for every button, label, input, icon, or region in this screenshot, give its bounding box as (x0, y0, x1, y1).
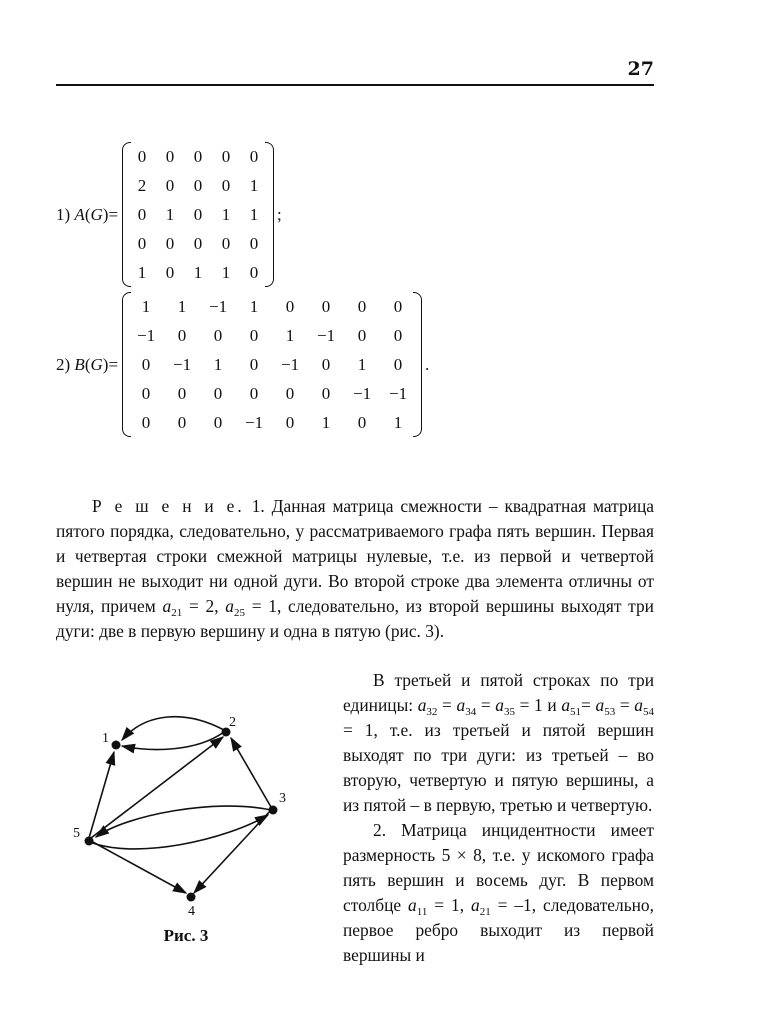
matrix-a-cell: 0 (249, 263, 259, 282)
matrix-b-cell: 1 (249, 297, 259, 316)
header-rule (56, 84, 654, 86)
vertex-5 (85, 837, 94, 846)
vertex-label-2: 2 (229, 715, 236, 730)
matrix-b-cell: 0 (141, 413, 151, 432)
p3-var-1: a (408, 895, 417, 915)
p2-eq-3: = 1 и (514, 695, 562, 715)
matrix-b-cell: 0 (249, 326, 259, 345)
p3-sub-2: 21 (479, 906, 491, 918)
matrix-b-cell: 1 (285, 326, 295, 345)
matrix-a-number: 1) (56, 204, 71, 224)
graph-figure (56, 690, 316, 960)
matrix-b-equals: = (108, 354, 119, 374)
p1-text-c: = 1, следовательно, из второй вершины выходят три дуги: две в первую вершину и одна в пятую (рис. 3). (56, 596, 654, 641)
vertex-4 (187, 893, 196, 902)
matrix-b-arg: G (90, 354, 103, 374)
matrix-a-cell: 1 (249, 205, 259, 224)
matrix-b-cell: 0 (177, 413, 187, 432)
matrix-b-cell: −1 (388, 384, 408, 403)
p2-var-6: a (634, 695, 643, 715)
matrix-b-cell: 0 (357, 413, 367, 432)
matrix-b-cell: 0 (213, 384, 223, 403)
vertex-label-3: 3 (279, 791, 286, 806)
solution-paragraph-2 (343, 668, 654, 818)
p2-sub-2: 34 (465, 706, 477, 718)
vertex-3 (269, 806, 278, 815)
matrix-a-cell: 1 (249, 176, 259, 195)
matrix-b-cell: 0 (249, 355, 259, 374)
p2-sub-6: 54 (642, 706, 654, 718)
matrix-b-cell: −1 (244, 413, 264, 432)
matrix-b-cell: 0 (357, 326, 367, 345)
matrix-a-arg: G (90, 204, 103, 224)
matrix-a-trailing: ; (277, 204, 282, 224)
matrix-b-cell: 0 (141, 384, 151, 403)
matrix-b-cell: −1 (208, 297, 228, 316)
p1-var-a25: a (225, 596, 234, 616)
p2-var-1: a (417, 695, 427, 715)
vertex-label-5: 5 (73, 826, 80, 841)
matrix-a-name: A (74, 204, 85, 224)
p1-sub-a25: 25 (233, 607, 245, 619)
p2-eq-1: = (437, 695, 457, 715)
matrix-b-cell: −1 (280, 355, 300, 374)
vertex-1 (112, 741, 121, 750)
figure-caption: Рис. 3 (163, 926, 209, 945)
matrix-a-label: 1) A(G)= (56, 204, 119, 224)
p1-text-b: = 2, (182, 596, 226, 616)
p2-text-a: В третьей и пятой строках по три единицы: (343, 670, 654, 715)
matrix-b-name: B (74, 354, 85, 374)
matrix-b-cell: 0 (213, 413, 223, 432)
matrix-b (122, 292, 422, 437)
p1-var-a21: a (162, 596, 172, 616)
matrix-a-cell: 0 (221, 176, 231, 195)
matrix-b-cell: −1 (316, 326, 336, 345)
matrix-b-cell: 0 (321, 297, 331, 316)
p2-eq-2: = (476, 695, 496, 715)
edge-2-1-lower (122, 732, 224, 749)
matrix-b-cell: 0 (213, 326, 223, 345)
vertex-label-4: 4 (188, 904, 195, 919)
matrix-a-cell: 0 (193, 147, 203, 166)
matrix-b-cell: 0 (393, 355, 403, 374)
matrix-a-cell: 1 (221, 205, 231, 224)
matrix-b-cell: 0 (357, 297, 367, 316)
matrix-a-cell: 0 (221, 147, 231, 166)
solution-right-column (343, 668, 654, 968)
p2-eq-6: = 1, т.е. из третьей и пятой вершин выходят по три дуги: из третьей – во вторую, четвертую и пятую вершины, а из пятой – в первую, третью и четвертую. (343, 720, 654, 815)
matrix-b-cell: 0 (177, 326, 187, 345)
p2-eq-4: = (581, 695, 596, 715)
matrix-a-equals: = (108, 204, 119, 224)
matrix-a-equation (56, 142, 282, 287)
matrix-b-cell: 1 (213, 355, 223, 374)
matrix-b-cell: −1 (352, 384, 372, 403)
solution-heading: Р е ш е н и е. (92, 496, 245, 516)
matrix-b-cell: 0 (177, 384, 187, 403)
matrix-b-cell: 0 (393, 297, 403, 316)
edge-3-2 (231, 738, 271, 807)
matrix-a (122, 142, 274, 287)
matrix-a-cell: 1 (221, 263, 231, 282)
vertex-label-1: 1 (102, 731, 109, 746)
matrix-b-cell: 0 (321, 355, 331, 374)
edge-5-2 (91, 737, 223, 838)
p3-eq-1: = 1, (427, 895, 471, 915)
matrix-b-cell: 1 (321, 413, 331, 432)
matrix-b-cell: 0 (393, 326, 403, 345)
p3-text-a: 2. Матрица инцидентности имеет размерность 5 × 8, т.е. у искомого графа пять вершин и восемь дуг. В первом столбце (343, 820, 654, 915)
matrix-b-cell: 0 (285, 384, 295, 403)
matrix-a-cell: 0 (249, 234, 259, 253)
matrix-b-cell: 1 (141, 297, 151, 316)
edge-3-5 (96, 806, 271, 837)
matrix-b-cell: 1 (177, 297, 187, 316)
p2-var-5: a (595, 695, 605, 715)
matrix-a-cell: 0 (165, 263, 175, 282)
matrix-a-cell: 0 (165, 234, 175, 253)
matrix-b-label: 2) B(G)= (56, 354, 119, 374)
matrix-a-cell: 0 (193, 234, 203, 253)
p2-var-2: a (456, 695, 466, 715)
p2-eq-5: = (615, 695, 635, 715)
matrix-a-cell: 0 (221, 234, 231, 253)
p1-text-a: 1. Данная матрица смежности – квадратная матрица пятого порядка, следовательно, у рассматриваемого графа пять вершин. Первая и четвертая строки смежной матрицы нулевые, т.е. из первой и четвертой вершин не выходит ни одной дуги. Во второй строке два элемента отличны от нуля, причем (56, 496, 654, 616)
p3-var-2: a (470, 895, 480, 915)
edge-5-1 (89, 752, 114, 838)
matrix-b-cell: 1 (393, 413, 403, 432)
matrix-a-cell: 0 (137, 234, 147, 253)
p2-sub-5: 53 (604, 706, 616, 718)
p1-sub-a21: 21 (171, 607, 183, 619)
p3-sub-1: 11 (416, 906, 428, 918)
p2-sub-3: 35 (503, 706, 515, 718)
p2-sub-1: 32 (426, 706, 438, 718)
matrix-b-number: 2) (56, 354, 71, 374)
matrix-b-cell: −1 (172, 355, 192, 374)
edge-2-1-upper (122, 717, 224, 740)
page-number: 27 (627, 58, 654, 80)
matrix-a-cell: 0 (165, 147, 175, 166)
graph-diagram (56, 690, 316, 920)
matrix-b-equation (56, 292, 429, 437)
matrix-b-trailing: . (425, 354, 430, 374)
solution-paragraph-1 (56, 494, 654, 644)
matrix-a-cell: 1 (193, 263, 203, 282)
matrix-a-cell: 1 (137, 263, 147, 282)
p2-var-4: a (561, 695, 571, 715)
matrix-a-cell: 0 (249, 147, 259, 166)
matrix-b-cell: 0 (141, 355, 151, 374)
solution-paragraph-3 (343, 818, 654, 968)
matrix-b-cell: 0 (249, 384, 259, 403)
matrix-b-cell: 0 (285, 413, 295, 432)
matrix-a-cell: 0 (193, 176, 203, 195)
matrix-b-cell: 0 (321, 384, 331, 403)
edge-5-3 (90, 815, 268, 849)
matrix-a-cell: 0 (165, 176, 175, 195)
matrix-b-cell: −1 (136, 326, 156, 345)
matrix-a-cell: 2 (137, 176, 147, 195)
matrix-a-cell: 1 (165, 205, 175, 224)
p3-text-b: = –1, следовательно, первое ребро выходит из первой вершины и (343, 895, 654, 965)
matrix-a-cell: 0 (193, 205, 203, 224)
matrix-b-cell: 1 (357, 355, 367, 374)
matrix-b-cell: 0 (285, 297, 295, 316)
p2-var-3: a (495, 695, 504, 715)
edge-3-4 (194, 810, 271, 893)
matrix-a-cell: 0 (137, 147, 147, 166)
matrix-a-cell: 0 (137, 205, 147, 224)
p2-sub-4: 51 (570, 706, 582, 718)
